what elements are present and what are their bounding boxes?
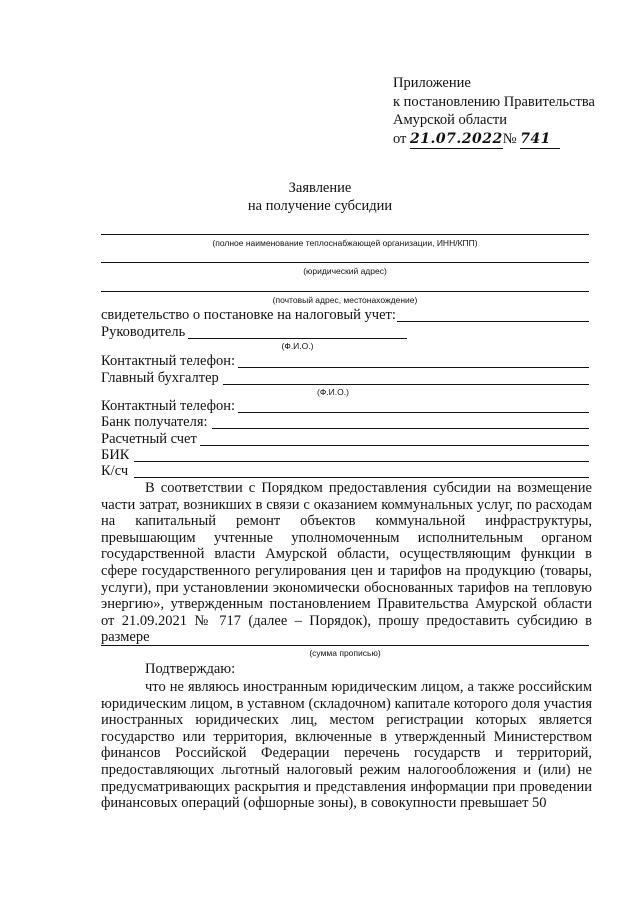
fio-caption-1: (Ф.И.О.): [281, 341, 314, 351]
main-paragraph: В соответствии с Порядком предоставления субсидии на возмещение части затрат, возникших в связи с оказанием коммунальных услуг, по расходам на капитальный ремонт объектов коммунальной инфраструктуры, превышающим учтенные уполномоченным исполнительным органом государственной власти Амурской области, осуществляющим функции в сфере государственного регулирования цен и тарифов на продукцию (товары, услуги), при установлении экономически обоснованных тарифов на тепловую энергию», утвержденным постановлением Правительства Амурской области от 21.09.2021 № 717 (далее – Порядок), прошу предоставить субсидию в размере: [101, 480, 592, 646]
document-title: [0, 179, 640, 215]
appendix-block: [393, 74, 595, 149]
phone2-label: Контактный телефон:: [101, 398, 236, 414]
bik-line[interactable]: [134, 461, 589, 462]
corr-account-label: К/сч: [101, 463, 129, 479]
postal-address-caption: (почтовый адрес, местонахождение): [272, 295, 418, 305]
number-value: 741: [520, 130, 560, 150]
bank-line[interactable]: [212, 428, 589, 429]
account-line[interactable]: [200, 445, 589, 446]
bank-label: Банк получателя:: [101, 414, 208, 430]
chief-accountant-label: Главный бухгалтер: [101, 370, 219, 386]
org-name-line[interactable]: [101, 234, 589, 235]
sum-caption: (сумма прописью): [309, 648, 381, 658]
appendix-date-line: [393, 130, 595, 150]
title-line-1: Заявление: [288, 180, 352, 196]
appendix-line-1: Приложение: [393, 75, 471, 91]
confirm-paragraph-block: [101, 679, 592, 812]
phone1-label: Контактный телефон:: [101, 353, 236, 369]
account-label: Расчетный счет: [101, 431, 197, 447]
tax-certificate-label: свидетельство о постановке на налоговый учет:: [101, 307, 396, 323]
confirm-heading: Подтверждаю:: [145, 661, 236, 677]
bik-label: БИК: [101, 447, 130, 463]
tax-certificate-line[interactable]: [397, 321, 589, 322]
title-line-2: на получение субсидии: [247, 198, 393, 214]
phone2-line[interactable]: [238, 412, 589, 413]
appendix-line-3: Амурской области: [393, 112, 507, 128]
legal-address-caption: (юридический адрес): [303, 266, 387, 276]
chief-accountant-line[interactable]: [223, 384, 589, 385]
phone1-line[interactable]: [238, 367, 589, 368]
legal-address-line[interactable]: [101, 262, 589, 263]
confirm-paragraph: что не являюсь иностранным юридическим лицом, а также российским юридическим лицом, в уставном (складочном) капитале которого доля участия иностранных юридических лиц, местом регистрации которых является государство или территория, включенные в утвержденный Министерством финансов Российской Федерации перечень государств и территорий, предоставляющих льготный налоговый режим налогообложения и (или) не предусматривающих раскрытия и представления информации при проведении финансовых операций (офшорные зоны), в совокупности превышает 50: [101, 679, 592, 812]
fio-caption-2: (Ф.И.О.): [317, 387, 349, 397]
sum-line[interactable]: [101, 645, 589, 646]
number-prefix: №: [502, 130, 517, 147]
corr-account-line[interactable]: [134, 477, 589, 478]
head-line[interactable]: [188, 338, 407, 339]
date-prefix: от: [393, 130, 407, 147]
postal-address-line[interactable]: [101, 291, 589, 292]
head-label: Руководитель: [101, 324, 186, 340]
org-name-caption: (полное наименование теплоснабжающей организации, ИНН/КПП): [212, 238, 478, 248]
appendix-line-2: к постановлению Правительства: [393, 93, 595, 110]
date-value: 21.07.2022: [410, 130, 503, 150]
main-paragraph-block: [101, 480, 592, 646]
